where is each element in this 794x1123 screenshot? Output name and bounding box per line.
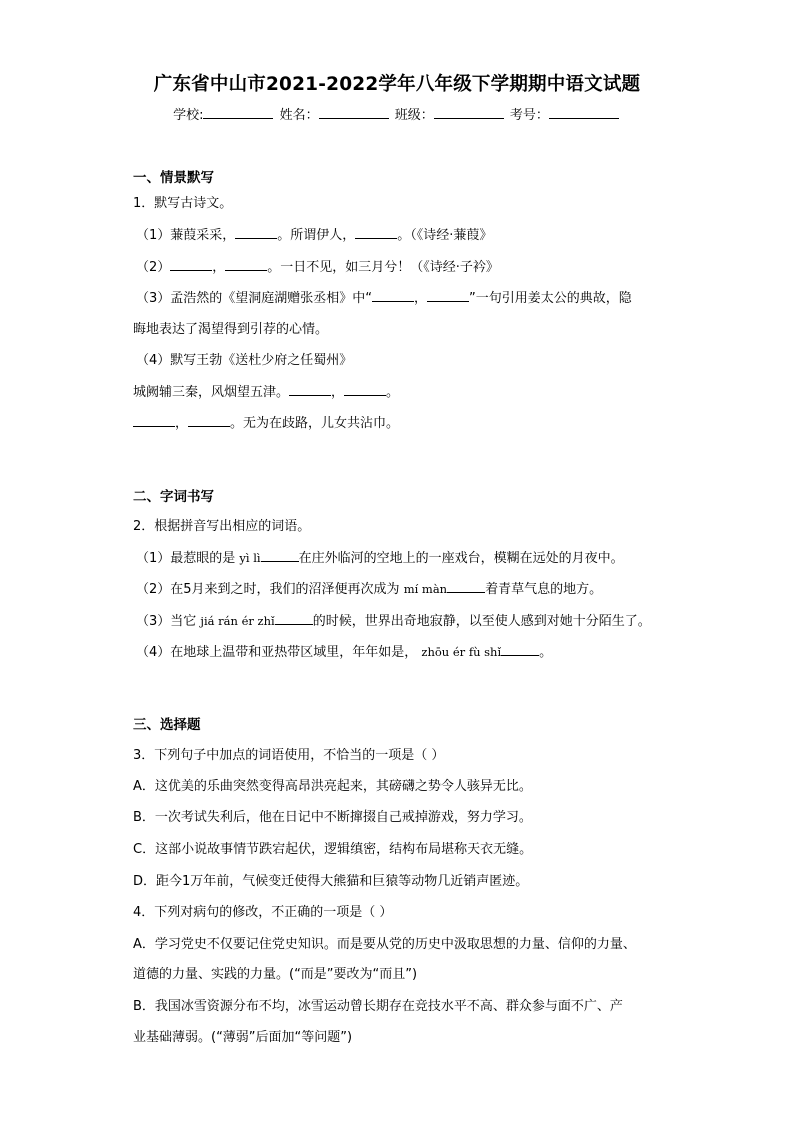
q1-p3-text-c: ”一句引用姜太公的典故，隐 [469, 291, 632, 306]
q2-p4-text-a: （4）在地球上温带和亚热带区域里，年年如是， [136, 645, 418, 660]
q2-p3-text-a: （3）当它 [136, 614, 197, 629]
q1-p2-text-c: 。一日不见，如三月兮！（《诗经·子衿》 [267, 260, 499, 275]
q1-part4-line2 [133, 412, 673, 431]
q1-part4: （4）默写王勃《送杜少府之任蜀州》 [136, 353, 353, 368]
class-blank[interactable] [434, 106, 504, 119]
q3-option-a[interactable]: A．这优美的乐曲突然变得高昂洪亮起来，其磅礴之势令人骇异无比。 [133, 779, 532, 794]
page-title: 广东省中山市2021-2022学年八年级下学期期中语文试题 [153, 74, 641, 95]
section-heading-3: 三、选择题 [133, 717, 201, 733]
q1-p4-text-a: 城阙辅三秦，风烟望五津。 [133, 385, 290, 400]
pinyin: jiá rán ér zhǐ [200, 614, 275, 628]
q2-part3 [136, 610, 676, 629]
name-blank[interactable] [319, 106, 389, 119]
answer-blank[interactable] [289, 383, 331, 396]
q1-part2 [136, 256, 676, 275]
answer-blank[interactable] [447, 580, 485, 593]
q1-p3-text-a: （3）孟浩然的《望洞庭湖赠张丞相》中“ [136, 291, 373, 306]
pinyin: zhōu ér fù shǐ [421, 645, 502, 659]
q3-stem: 3．下列句子中加点的词语使用，不恰当的一项是（ ） [133, 748, 445, 763]
q2-p2-text-a: （2）在5月来到之时，我们的沼泽便再次成为 [136, 582, 400, 597]
q1-p1-text-c: 。（《诗经·蒹葭》 [397, 228, 493, 243]
student-info-row [0, 104, 794, 123]
q1-p2-text-a: （2） [136, 260, 171, 275]
number-label: 考号： [509, 108, 549, 123]
answer-blank[interactable] [427, 289, 469, 302]
q4-option-a[interactable]: A．学习党史不仅要记住党史知识。而是要从党的历史中汲取思想的力量、信仰的力量、 [133, 937, 636, 952]
q1-p1-text-b: 。所谓伊人， [277, 228, 356, 243]
answer-blank[interactable] [344, 383, 386, 396]
class-label: 班级： [394, 108, 434, 123]
answer-blank[interactable] [235, 226, 277, 239]
q2-part1 [136, 547, 676, 566]
pinyin: mí màn [403, 582, 448, 596]
answer-blank[interactable] [372, 289, 414, 302]
answer-blank[interactable] [188, 414, 230, 427]
name-label: 姓名： [279, 108, 319, 123]
q2-part4 [136, 641, 676, 660]
answer-blank[interactable] [275, 612, 313, 625]
q1-part4-line1 [133, 381, 673, 400]
answer-blank[interactable] [225, 258, 267, 271]
answer-blank[interactable] [501, 643, 539, 656]
answer-blank[interactable] [355, 226, 397, 239]
q3-option-d[interactable]: D．距今1万年前，气候变迁使得大熊猫和巨猿等动物几近销声匿迹。 [133, 874, 529, 889]
answer-blank[interactable] [133, 414, 175, 427]
q2-p4-text-b: 。 [539, 645, 553, 660]
q2-p3-text-b: 的时候，世界出奇地寂静，以至使人感到对她十分陌生了。 [312, 614, 651, 629]
q4-option-b-cont: 业基础薄弱。(“薄弱”后面加“等问题”) [133, 1030, 353, 1045]
q4-option-a-cont: 道德的力量、实践的力量。(“而是”要改为“而且”) [133, 967, 418, 982]
q1-part3 [136, 287, 676, 306]
q1-p1-text-a: （1）蒹葭采采， [136, 228, 236, 243]
q3-option-b[interactable]: B．一次考试失利后，他在日记中不断撺掇自己戒掉游戏，努力学习。 [133, 810, 532, 825]
answer-blank[interactable] [261, 549, 299, 562]
q1-p4-text-b: ， [331, 385, 345, 400]
section-heading-1: 一、情景默写 [133, 170, 214, 186]
section-heading-2: 二、字词书写 [133, 489, 214, 505]
q4-stem: 4．下列对病句的修改，不正确的一项是（ ） [133, 905, 393, 920]
q1-p4-text-d: ， [175, 416, 189, 431]
school-blank[interactable] [203, 106, 273, 119]
q3-option-c[interactable]: C．这部小说故事情节跌宕起伏，逻辑缜密，结构布局堪称天衣无缝。 [133, 842, 533, 857]
q1-p3-text-b: ， [414, 291, 428, 306]
q2-p1-text-a: （1）最惹眼的是 [136, 551, 236, 566]
q1-part1 [136, 224, 676, 243]
q2-stem: 2．根据拼音写出相应的词语。 [133, 519, 311, 534]
q2-p1-text-b: 在庄外临河的空地上的一座戏台，模糊在远处的月夜中。 [298, 551, 624, 566]
number-blank[interactable] [549, 106, 619, 119]
q1-part3-cont: 晦地表达了渴望得到引荐的心情。 [133, 322, 329, 337]
q1-p2-text-b: ， [212, 260, 226, 275]
q2-part2 [136, 578, 676, 597]
q1-p4-text-c: 。 [386, 385, 400, 400]
answer-blank[interactable] [170, 258, 212, 271]
q2-p2-text-b: 着青草气息的地方。 [485, 582, 603, 597]
q1-stem: 1．默写古诗文。 [133, 196, 233, 211]
q4-option-b[interactable]: B．我国冰雪资源分布不均，冰雪运动曾长期存在竞技水平不高、群众参与面不广、产 [133, 999, 623, 1014]
q1-p4-text-e: 。无为在歧路，儿女共沾巾。 [230, 416, 400, 431]
school-label: 学校: [173, 108, 204, 123]
pinyin: yì lì [239, 551, 261, 565]
